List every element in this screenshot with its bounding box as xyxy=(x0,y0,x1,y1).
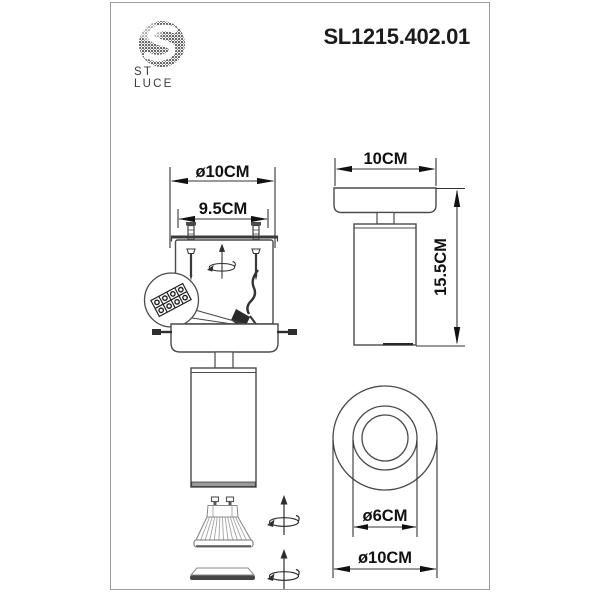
bottom-view xyxy=(333,386,437,578)
swivel-neck xyxy=(215,352,233,368)
rotate-arrow-icon xyxy=(267,495,299,535)
side-screw-icon xyxy=(152,329,172,335)
side-screw-icon xyxy=(277,329,297,335)
dimension-label: ø10CM xyxy=(357,549,413,567)
lens-opening xyxy=(362,415,408,461)
dimension-label: 9.5CM xyxy=(198,200,248,218)
lamp-body xyxy=(354,224,416,345)
dimension-label: ø10CM xyxy=(195,163,250,181)
swivel-neck xyxy=(377,213,394,225)
brand-name: ST LUCE xyxy=(134,66,174,90)
ceiling-plate xyxy=(171,324,278,352)
product-code: SL1215.402.01 xyxy=(323,24,470,49)
dimension-width xyxy=(335,150,436,186)
side-view xyxy=(334,150,465,346)
dimension-label: ø6CM xyxy=(362,507,408,525)
dimension-label: 15.5CM xyxy=(432,238,450,296)
lamp-body xyxy=(191,368,256,487)
ceiling-plate xyxy=(334,188,436,213)
dimension-label: 10CM xyxy=(363,150,408,168)
rotate-arrow-icon xyxy=(267,549,299,589)
glass-diffuser xyxy=(190,568,255,580)
installation-view xyxy=(145,163,300,589)
gu10-bulb-icon xyxy=(194,497,253,547)
